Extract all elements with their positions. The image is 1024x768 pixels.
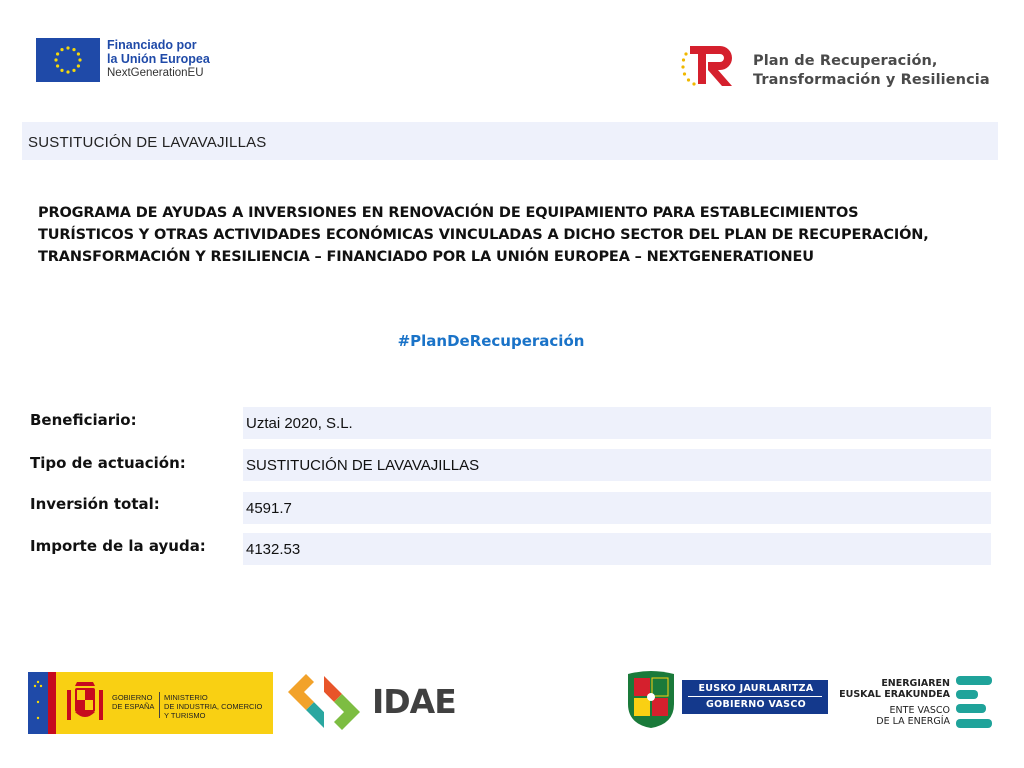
eve-line4: DE LA ENERGÍA bbox=[876, 716, 950, 727]
eu-funding-logo bbox=[36, 38, 256, 84]
beneficiary-field bbox=[243, 407, 991, 439]
program-title-line2: TURÍSTICOS Y OTRAS ACTIVIDADES ECONÓMICAS VINCULADAS A DICHO SECTOR DEL PLAN DE RECUPERACIÓN, bbox=[38, 227, 929, 243]
program-title-line1: PROGRAMA DE AYUDAS A INVERSIONES EN RENOVACIÓN DE EQUIPAMIENTO PARA ESTABLECIMIENTOS bbox=[38, 205, 859, 221]
header-bar bbox=[22, 122, 998, 160]
idae-mark-icon bbox=[284, 672, 364, 732]
eve-line2: EUSKAL ERAKUNDEA bbox=[839, 689, 950, 700]
gobierno-vasco-text: GOBIERNO VASCO bbox=[706, 699, 806, 710]
ente-vasco-energia-logo bbox=[836, 672, 996, 734]
beneficiary-label: Beneficiario: bbox=[30, 411, 137, 429]
eu-logo-line3: NextGenerationEU bbox=[107, 67, 204, 79]
eu-logo-line1: Financiado por bbox=[107, 38, 197, 52]
eve-line1: ENERGIAREN bbox=[881, 678, 950, 689]
idae-text: IDAE bbox=[372, 682, 456, 721]
idae-logo bbox=[284, 672, 459, 732]
gobierno-vasco-logo bbox=[620, 670, 830, 730]
gobierno-line1: GOBIERNO bbox=[112, 693, 153, 702]
gobierno-text bbox=[112, 693, 154, 711]
eve-mark-icon bbox=[956, 674, 996, 732]
eu-logo-line2: la Unión Europea bbox=[107, 52, 210, 66]
eusko-jaurlaritza-text: EUSKO JAURLARITZA bbox=[698, 683, 814, 694]
total-investment-label: Inversión total: bbox=[30, 495, 160, 513]
gobierno-vasco-separator bbox=[688, 696, 822, 697]
eu-flag-icon bbox=[36, 38, 100, 82]
action-type-value: SUSTITUCIÓN DE LAVAVAJILLAS bbox=[246, 457, 480, 474]
ministerio-text bbox=[164, 693, 262, 720]
hashtag-link: #PlanDeRecuperación bbox=[397, 332, 585, 350]
gobierno-vasco-bar bbox=[682, 680, 828, 714]
total-investment-value: 4591.7 bbox=[246, 500, 292, 517]
eu-strip bbox=[28, 672, 48, 734]
ministerio-line2: DE INDUSTRIA, COMERCIO bbox=[164, 702, 263, 711]
beneficiary-value: Uztai 2020, S.L. bbox=[246, 415, 353, 432]
program-title bbox=[38, 202, 998, 268]
program-title-line3: TRANSFORMACIÓN Y RESILIENCIA – FINANCIADO POR LA UNIÓN EUROPEA – NEXTGENERATIONEU bbox=[38, 249, 814, 265]
spain-red-strip bbox=[48, 672, 56, 734]
recovery-plan-tr-icon bbox=[680, 40, 738, 88]
recovery-plan-line2: Transformación y Resiliencia bbox=[753, 72, 990, 88]
aid-amount-field bbox=[243, 533, 991, 565]
header-title: SUSTITUCIÓN DE LAVAVAJILLAS bbox=[28, 134, 267, 151]
basque-coat-of-arms-icon bbox=[620, 670, 682, 730]
gobierno-line2: DE ESPAÑA bbox=[112, 702, 155, 711]
ministerio-line1: MINISTERIO bbox=[164, 693, 208, 702]
eve-line3: ENTE VASCO bbox=[889, 705, 950, 716]
ministerio-line3: Y TURISMO bbox=[164, 711, 206, 720]
aid-amount-value: 4132.53 bbox=[246, 541, 301, 558]
total-investment-field bbox=[243, 492, 991, 524]
recovery-plan-line1: Plan de Recuperación, bbox=[753, 53, 938, 69]
aid-amount-label: Importe de la ayuda: bbox=[30, 537, 206, 555]
gobierno-espana-logo bbox=[28, 672, 273, 734]
gobierno-divider bbox=[159, 692, 160, 718]
recovery-plan-logo bbox=[680, 38, 990, 90]
action-type-label: Tipo de actuación: bbox=[30, 454, 186, 472]
action-type-field bbox=[243, 449, 991, 481]
